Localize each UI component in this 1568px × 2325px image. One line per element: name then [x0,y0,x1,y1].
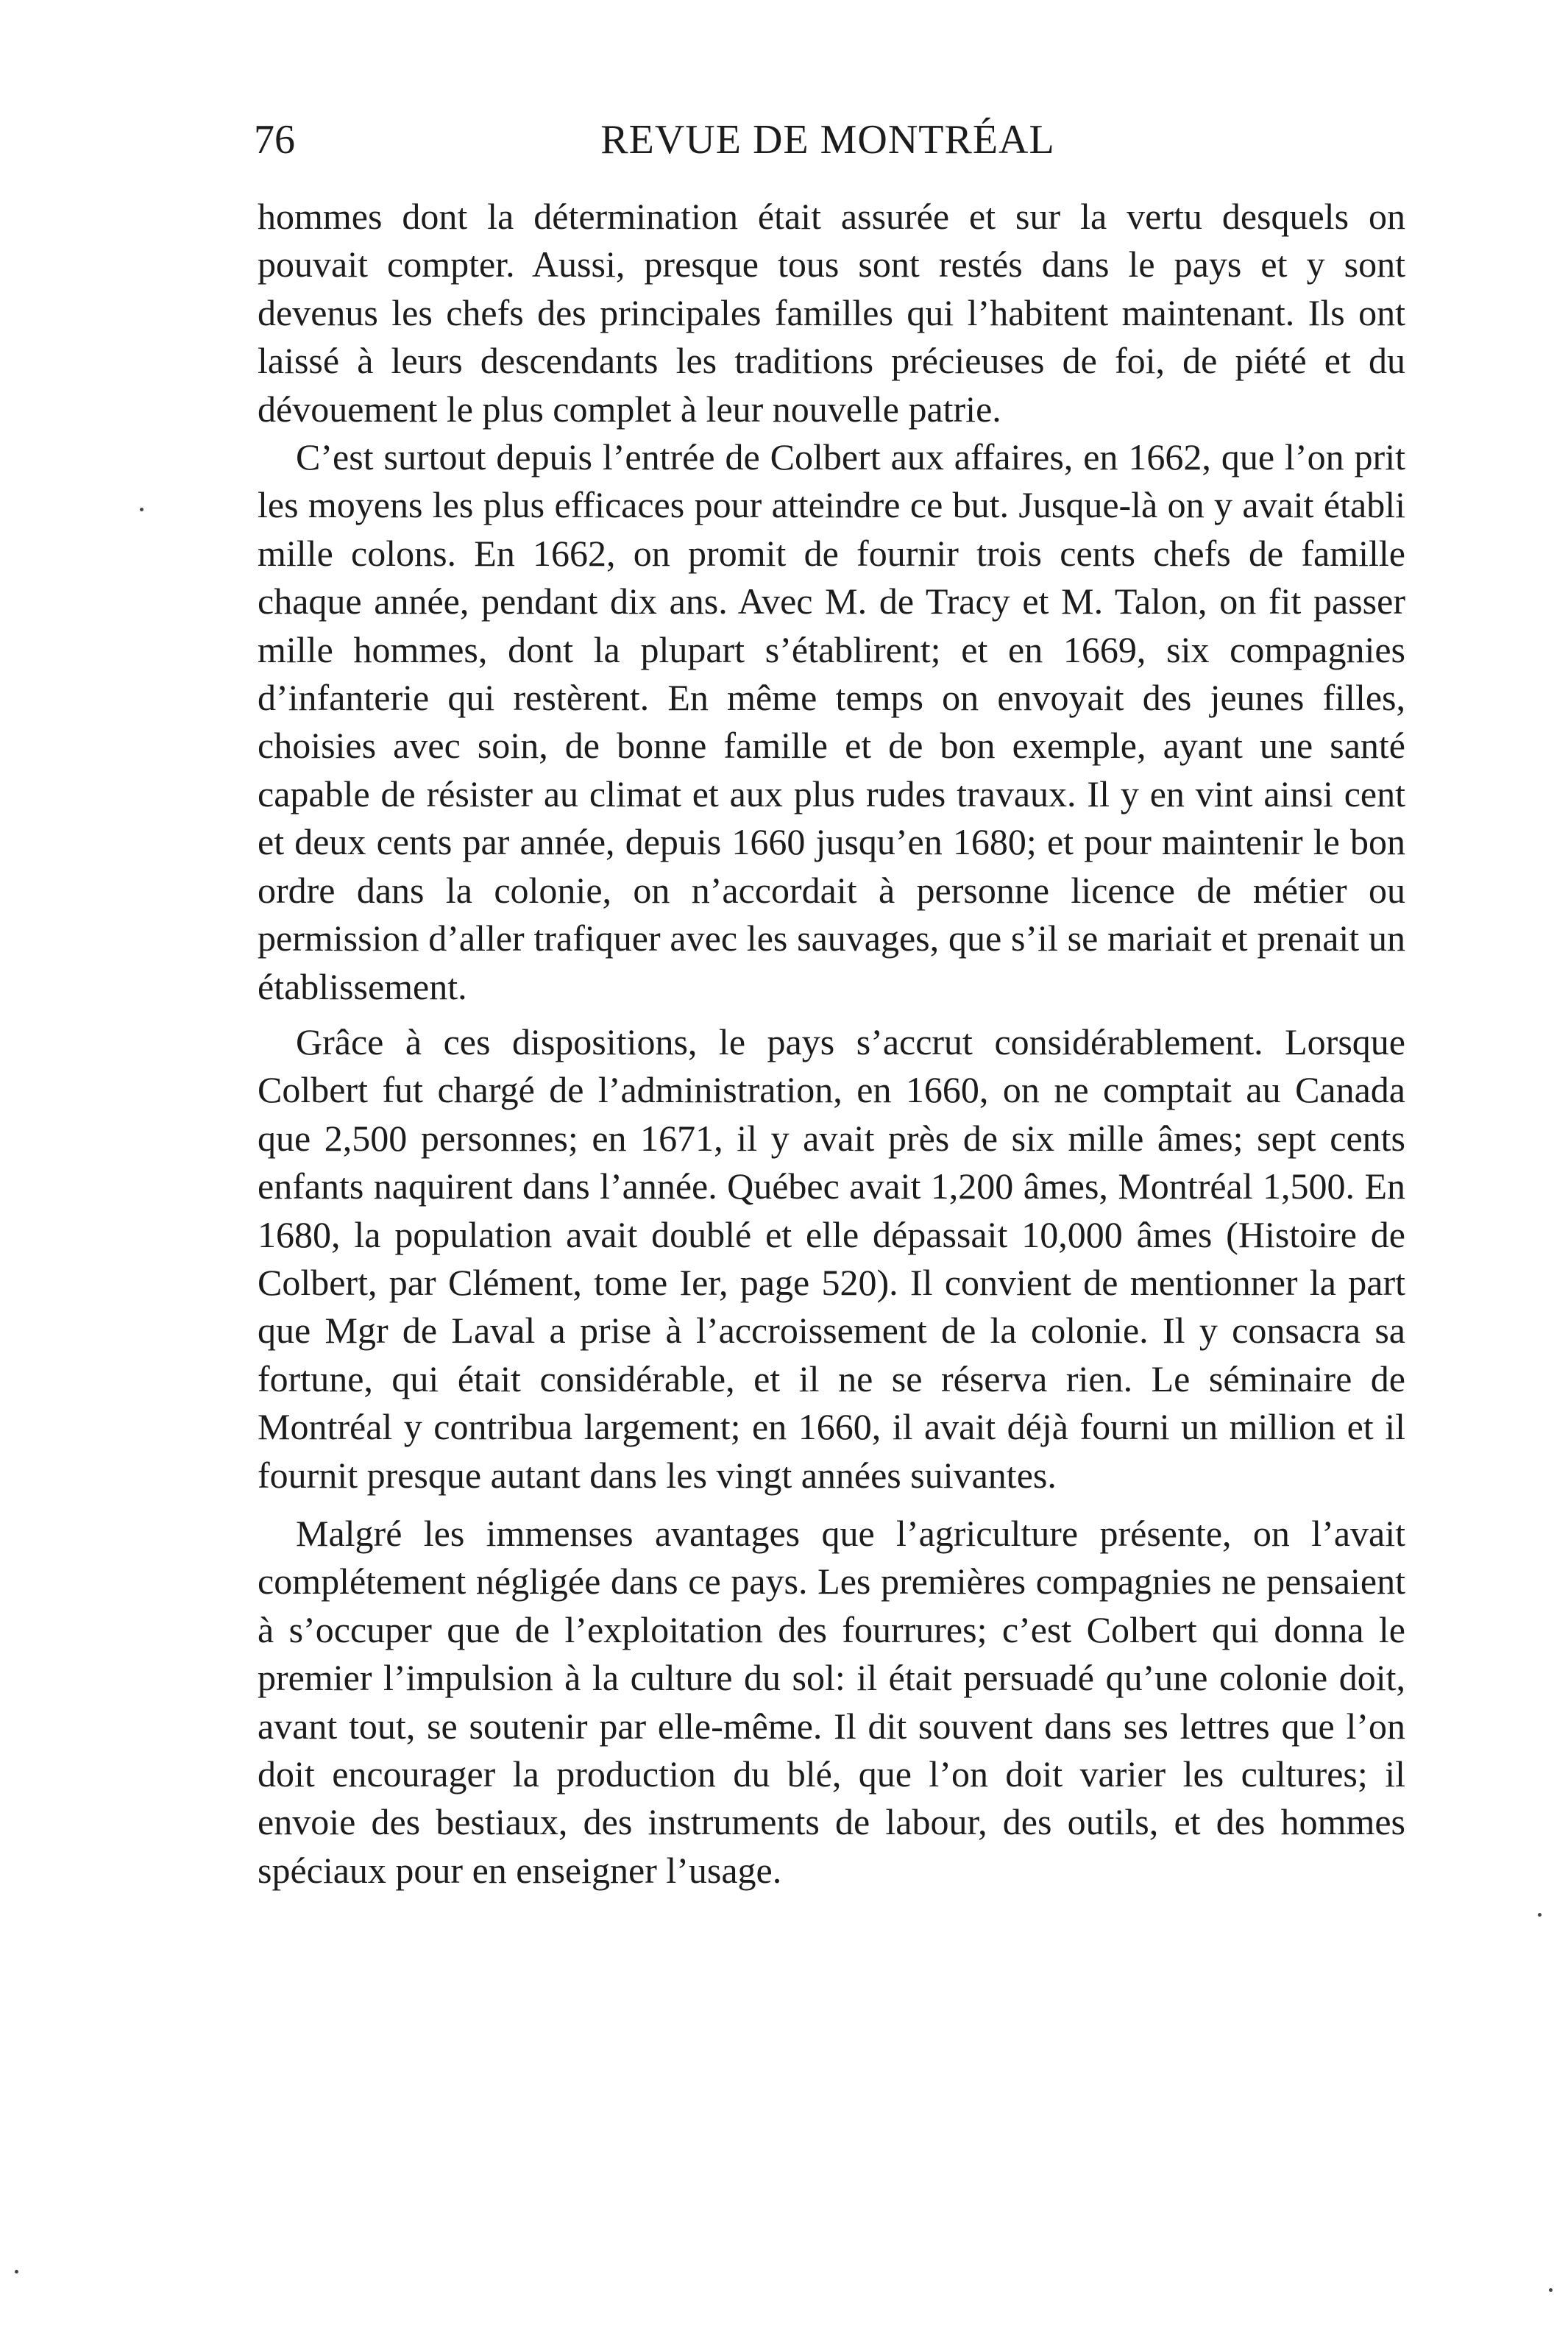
page-number: 76 [254,117,295,163]
page-header [254,110,1402,169]
scan-speck [1538,1913,1542,1917]
paragraph-1: hommes dont la détermination était assurée et sur la vertu desquels on pouvait compter. Aussi, presque tous sont restés dans le pays et y sont devenus les chefs des principales familles qui l’habitent maintenant. Ils ont laissé à leurs descendants les traditions précieuses de foi, de piété et du dévouement le plus complet à leur nouvelle patrie. [258,196,1405,430]
paragraph-3: Grâce à ces dispositions, le pays s’accrut considérablement. Lorsque Colbert fut chargé de l’administration, en 1660, on ne comptait au Canada que 2,500 personnes; en 1671, il y avait près de six mille âmes; sept cents enfants naquirent dans l’année. Québec avait 1,200 âmes, Montréal 1,500. En 1680, la population avait doublé et elle dépassait 10,000 âmes (Histoire de Colbert, par Clément, tome Ier, page 520). Il convient de mentionner la part que Mgr de Laval a prise à l’accroissement de la colonie. Il y consacra sa fortune, qui était considérable, et il ne se réserva rien. Le séminaire de Montréal y contribua largement; en 1660, il avait déjà fourni un million et il fournit presque autant dans les vingt années suivantes. [258,1020,1405,1496]
scan-speck [140,508,143,511]
running-title: REVUE DE MONTRÉAL [600,117,1055,163]
body-text [258,193,1405,1895]
paragraph-4: Malgré les immenses avantages que l’agriculture présente, on l’avait complétement négligée dans ce pays. Les premières compagnies ne pensaient à s’occuper que de l’exploitation des fourrures; c’est Colbert qui donna le premier l’impulsion à la culture du sol: il était persuadé qu’une colonie doit, avant tout, se soutenir par elle-même. Il dit souvent dans ses lettres que l’on doit encourager la production du blé, que l’on doit varier les cultures; il envoie des bestiaux, des instruments de labour, des outils, et des hommes spéciaux pour en enseigner l’usage. [258,1512,1405,1891]
paragraph-2: C’est surtout depuis l’entrée de Colbert aux affaires, en 1662, que l’on prit les moyens les plus efficaces pour atteindre ce but. Jusque-là on y avait établi mille colons. En 1662, on promit de fournir trois cents chefs de famille chaque année, pendant dix ans. Avec M. de Tracy et M. Talon, on fit passer mille hommes, dont la plupart s’établirent; et en 1669, six compagnies d’infanterie qui restèrent. En même temps on envoyait des jeunes filles, choisies avec soin, de bonne famille et de bon exemple, ayant une santé capable de résister au climat et aux plus rudes travaux. Il y en vint ainsi cent et deux cents par année, depuis 1660 jusqu’en 1680; et pour maintenir le bon ordre dans la colonie, on n’accordait à personne licence de métier ou permission d’aller trafiquer avec les sauvages, que s’il se mariait et prenait un établissement. [258,436,1405,1007]
scan-speck [1549,2288,1553,2292]
scan-speck [15,2270,18,2273]
